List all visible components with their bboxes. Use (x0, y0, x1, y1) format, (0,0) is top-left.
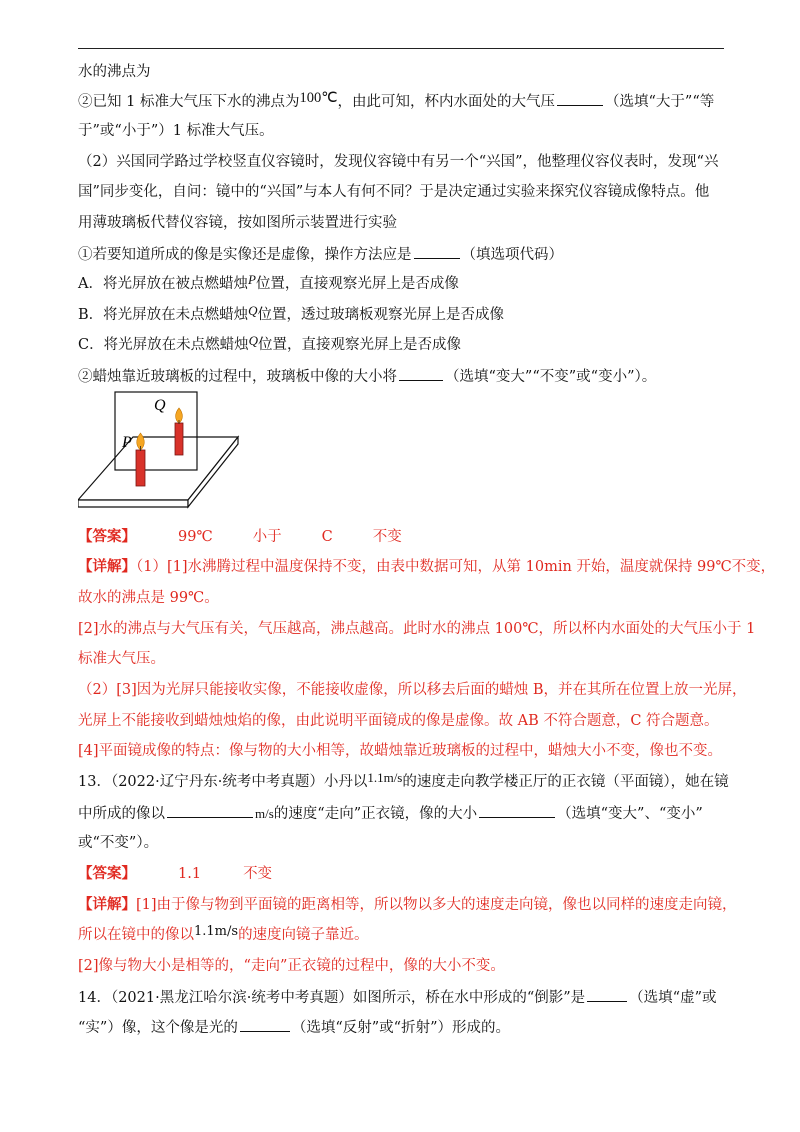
detail-13-line: 所以在镜中的像以1.1m/s的速度向镜子靠近。 (78, 924, 369, 943)
answer-blank[interactable] (167, 803, 253, 818)
answer-12: 【答案】 99℃ 小于 C 不变 (78, 528, 402, 545)
candle-p (136, 450, 145, 486)
text-line: 于”或“小于”）1 标准大气压。 (78, 123, 274, 139)
detail-12-line: 故水的沸点是 99℃。 (78, 590, 219, 606)
question-line: ②蜡烛靠近玻璃板的过程中，玻璃板中像的大小将 （选填“变大”“不变”或“变小”）。 (78, 366, 656, 387)
detail-12-line: （2）[3]因为光屏只能接收实像，不能接收虚像，所以移去后面的蜡烛 B，并在其所在位置上放一光屏， (78, 682, 747, 698)
question-line: ②已知 1 标准大气压下水的沸点为100℃，由此可知，杯内水面处的大气压 （选填“大于”“等 (78, 90, 715, 110)
question-13-line: 或“不变”）。 (78, 835, 159, 851)
question-13-line: 中所成的像以 m/s的速度“走向”正衣镜，像的大小 （选填“变大”、“变小” (78, 803, 703, 824)
label-p: P (122, 434, 132, 451)
detail-12-line: [4]平面镜成像的特点：像与物的大小相等，故蜡烛靠近玻璃板的过程中，蜡烛大小不变，像也不变。 (78, 743, 723, 759)
answer-blank[interactable] (479, 803, 555, 818)
question-13-line: 13．（2022·辽宁丹东·统考中考真题）小丹以1.1m/s的速度走向教学楼正厅的正衣镜（平面镜），她在镜 (78, 770, 729, 790)
detail-13-line: 【详解】[1]由于像与物到平面镜的距离相等，所以物以多大的速度走向镜，像也以同样的速度走向镜， (78, 896, 737, 913)
base-plate-edge (78, 500, 188, 507)
option-a: A．将光屏放在被点燃蜡烛P位置，直接观察光屏上是否成像 (78, 272, 459, 292)
detail-13-line: [2]像与物大小是相等的，“走向”正衣镜的过程中，像的大小不变。 (78, 958, 505, 974)
answer-blank[interactable] (557, 91, 603, 106)
answer-blank[interactable] (240, 1017, 290, 1032)
text-line: 国”同步变化，自问：镜中的“兴国”与本人有何不同？于是决定通过实验来探究仪容镜成像特点。他 (78, 184, 710, 200)
option-b: B．将光屏放在未点燃蜡烛Q位置，透过玻璃板观察光屏上是否成像 (78, 303, 505, 323)
detail-12-line: [2]水的沸点与大气压有关，气压越高，沸点越高。此时水的沸点 100℃，所以杯内水面处的大气压小于 1 (78, 621, 756, 637)
detail-12-line: 【详解】（1）[1]水沸腾过程中温度保持不变，由表中数据可知，从第 10min 开始，温度就保持 99℃不变， (78, 558, 776, 575)
question-14-line: “实”）像，这个像是光的 （选填“反射”或“折射”）形成的。 (78, 1017, 510, 1038)
answer-13: 【答案】 1.1 不变 (78, 865, 273, 882)
candle-q (175, 423, 183, 455)
answer-blank[interactable] (587, 987, 627, 1002)
text-line: （2）兴国同学路过学校竖直仪容镜时，发现仪容镜中有另一个“兴国”，他整理仪容仪表时，发现“兴 (78, 154, 719, 170)
answer-blank[interactable] (414, 244, 460, 259)
question-14-line: 14．（2021·黑龙江哈尔滨·统考中考真题）如图所示，桥在水中形成的“倒影”是 （选填“虚”或 (78, 987, 716, 1008)
candle-mirror-figure (78, 390, 248, 515)
answer-blank[interactable] (399, 366, 443, 381)
text-line: 水的沸点为 (78, 64, 151, 80)
label-q: Q (154, 397, 166, 414)
header-rule (78, 48, 724, 49)
detail-12-line: 光屏上不能接收到蜡烛烛焰的像，由此说明平面镜成的像是虚像。故 AB 不符合题意，C 符合题意。 (78, 713, 719, 729)
option-c: C．将光屏放在未点燃蜡烛Q位置，直接观察光屏上是否成像 (78, 333, 461, 353)
text-line: 用薄玻璃板代替仪容镜，按如图所示装置进行实验 (78, 215, 397, 231)
question-line: ①若要知道所成的像是实像还是虚像，操作方法应是 （填选项代码） (78, 244, 563, 265)
detail-12-line: 标准大气压。 (78, 651, 165, 667)
